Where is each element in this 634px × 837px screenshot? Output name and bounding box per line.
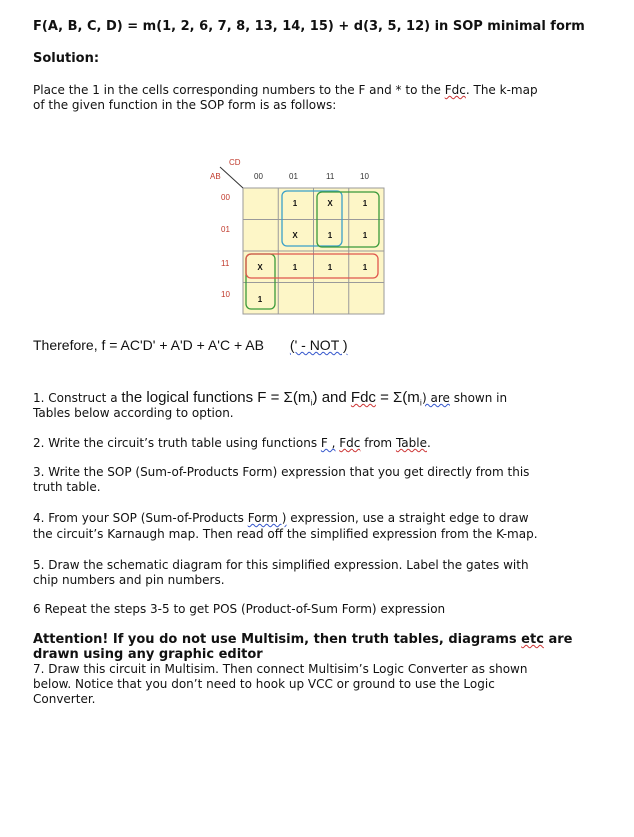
kmap-row-header: 00	[221, 193, 230, 202]
kmap-col-header: 11	[326, 172, 335, 181]
karnaugh-map	[200, 155, 400, 320]
attention-line-1: Attention! If you do not use Multisim, then truth tables, diagrams etc are	[33, 632, 573, 647]
step-7-line-3: Converter.	[33, 692, 96, 706]
kmap-col-header: 00	[254, 172, 263, 181]
intro-line-1: Place the 1 in the cells corresponding numbers to the F and * to the Fdc. The k-map	[33, 83, 538, 97]
step-3-line-2: truth table.	[33, 480, 101, 494]
step-5-line-2: chip numbers and pin numbers.	[33, 573, 225, 587]
step-3-line-1: 3. Write the SOP (Sum-of-Products Form) expression that you get directly from this	[33, 465, 530, 479]
kmap-cell: 1	[327, 231, 333, 240]
step-5-line-1: 5. Draw the schematic diagram for this simplified expression. Label the gates with	[33, 558, 529, 572]
solution-label: Solution:	[33, 51, 100, 66]
kmap-row-header: 01	[221, 225, 230, 234]
kmap-cell: 1	[257, 295, 263, 304]
kmap-col-header: 10	[360, 172, 369, 181]
step-4-line-1: 4. From your SOP (Sum-of-Products Form ) expression, use a straight edge to draw	[33, 511, 529, 525]
step-1-line-2: Tables below according to option.	[33, 406, 234, 420]
kmap-cell: 1	[362, 231, 368, 240]
kmap-cell: X	[257, 263, 263, 272]
result-expression: Therefore, f = AC'D' + A'D + A'C + AB (' - NOT )	[33, 337, 348, 353]
kmap-row-header: 11	[221, 259, 230, 268]
kmap-cell: 1	[362, 263, 368, 272]
kmap-cell: X	[292, 231, 298, 240]
step-2: 2. Write the circuit’s truth table using functions F , Fdc from Table.	[33, 436, 431, 450]
step-7-line-2: below. Notice that you don’t need to hook up VCC or ground to use the Logic	[33, 677, 495, 691]
kmap-cell: 1	[362, 199, 368, 208]
step-7-line-1: 7. Draw this circuit in Multisim. Then connect Multisim’s Logic Converter as shown	[33, 662, 528, 676]
kmap-cd-label: CD	[229, 158, 241, 167]
kmap-corner-diagonal	[220, 167, 243, 188]
intro-line-2: of the given function in the SOP form is as follows:	[33, 98, 337, 112]
kmap-col-header: 01	[289, 172, 298, 181]
kmap-ab-label: AB	[210, 172, 221, 181]
problem-title: F(A, B, C, D) = m(1, 2, 6, 7, 8, 13, 14, 15) + d(3, 5, 12) in SOP minimal form	[33, 19, 585, 34]
attention-line-2: drawn using any graphic editor	[33, 647, 263, 662]
step-4-line-2: the circuit’s Karnaugh map. Then read off the simplified expression from the K-map.	[33, 527, 538, 541]
step-6: 6 Repeat the steps 3-5 to get POS (Product-of-Sum Form) expression	[33, 602, 446, 616]
kmap-cell: 1	[327, 263, 333, 272]
kmap-cell: X	[327, 199, 333, 208]
not-note: (' - NOT )	[289, 337, 348, 353]
kmap-row-header: 10	[221, 290, 230, 299]
kmap-cell: 1	[292, 199, 298, 208]
step-1-line-1: 1. Construct a the logical functions $F = \Sigma(m_i)$ and Fdc = $\Sigma(m_i)$ are shown in	[33, 389, 508, 408]
kmap-cell: 1	[292, 263, 298, 272]
